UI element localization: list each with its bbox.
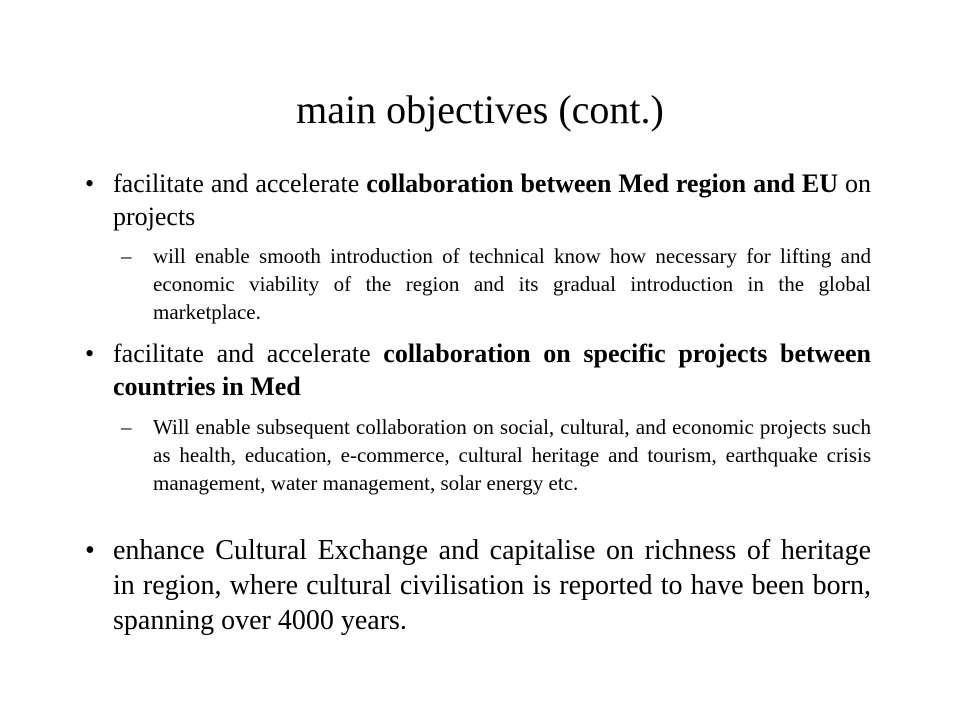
sub-bullet-text: Will enable subsequent collaboration on social, cultural, and economic projects such as health, education, e-commerce, cultural heritage and tourism, earthquake crisis management, water management, solar energy etc. bbox=[153, 415, 871, 495]
bullet-icon: • bbox=[85, 339, 95, 368]
bullet-text: facilitate and accelerate collaboration between Med region and EU on projects bbox=[113, 169, 871, 231]
slide-title: main objectives (cont.) bbox=[296, 87, 664, 132]
bullet-emphasis: collaboration on specific projects between countries in Med bbox=[113, 339, 871, 401]
bullet-icon: • bbox=[85, 535, 95, 566]
dash-icon: – bbox=[121, 415, 132, 439]
sub-bullet-item bbox=[121, 413, 871, 497]
bullet-item bbox=[85, 533, 871, 638]
bullet-item bbox=[85, 337, 871, 403]
bullet-text: facilitate and accelerate collaboration on specific projects between countries in Med bbox=[113, 339, 871, 401]
bullet-item bbox=[85, 167, 871, 233]
dash-icon: – bbox=[121, 244, 132, 268]
sub-bullet-text: will enable smooth introduction of technical know how necessary for lifting and economic viability of the region and its gradual introduction in the global marketplace. bbox=[153, 244, 871, 324]
bullet-text: enhance Cultural Exchange and capitalise on richness of heritage in region, where cultural civilisation is reported to have been born, spanning over 4000 years. bbox=[113, 535, 871, 636]
bullet-icon: • bbox=[85, 169, 95, 198]
sub-bullet-item bbox=[121, 242, 871, 326]
bullet-emphasis: collaboration between Med region and EU bbox=[366, 169, 839, 198]
